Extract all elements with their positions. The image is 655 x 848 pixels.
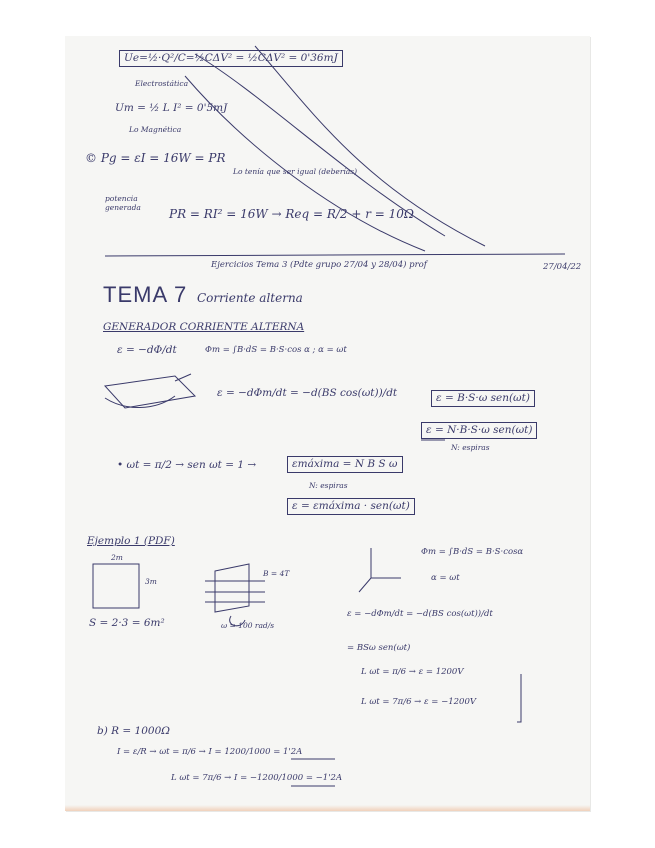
current-underlines — [291, 759, 335, 786]
ue-equation: Ue=½·Q²/C=½CΔV² = ½CΔV² = 0'36mJ — [119, 50, 343, 67]
b-field-lines — [205, 581, 265, 602]
item-c-equation: © Pg = εI = 16W = PR — [85, 151, 226, 165]
ejemplo-heading: Ejemplo 1 (PDF) — [87, 535, 175, 547]
ejercicios-reference: Ejercicios Tema 3 (Pdte grupo 27/04 y 28/04) prof — [211, 260, 427, 270]
emax-note: N: espiras — [309, 481, 348, 490]
results-bracket — [517, 674, 521, 722]
flux-equation-2: Φm = ∫B·dS = B·S·cosα — [421, 547, 524, 557]
i1-equation: I = ε/R → ωt = π/6 → I = 1200/1000 = 1'2A — [117, 747, 303, 757]
coordinate-axes — [359, 548, 401, 592]
eps-equation-2: ε = −dΦm/dt = −d(BS cos(ωt))/dt — [347, 609, 493, 619]
b-field-label: B = 4T — [263, 569, 290, 578]
cross-out-stroke-3 — [185, 76, 425, 251]
alpha-equation: α = ωt — [431, 573, 460, 583]
um-equation: Um = ½ L I² = 0'5mJ — [115, 102, 228, 114]
generador-heading: GENERADOR CORRIENTE ALTERNA — [103, 321, 305, 333]
cross-out-stroke-2 — [255, 46, 485, 246]
einst-equation: ε = εmáxima · sen(ωt) — [287, 498, 415, 515]
emax-equation: εmáxima = N B S ω — [287, 456, 403, 473]
potencia-note: potencia generada — [105, 194, 141, 212]
n-espiras-note: N: espiras — [451, 443, 490, 452]
pr-equation: PR = RI² = 16W → Req = R/2 + r = 10Ω — [169, 207, 414, 221]
date: 27/04/22 — [543, 262, 582, 272]
loop-plane — [215, 564, 249, 612]
um-note: Lo Magnética — [129, 125, 182, 134]
rectangle-2x3 — [93, 564, 139, 608]
generator-coil — [105, 376, 195, 408]
item-c-note: Lo tenía que ser igual (deberías) — [233, 167, 358, 176]
wt1-equation: L ωt = π/6 → ε = 1200V — [361, 667, 464, 677]
bsw-equation: = BSω sen(ωt) — [347, 643, 411, 653]
rotation-arrow — [230, 616, 245, 626]
result-equation-1: ε = B·S·ω sen(ωt) — [431, 390, 535, 407]
derivative-equation: ε = −dΦm/dt = −d(BS cos(ωt))/dt — [217, 387, 398, 399]
i2-equation: L ωt = 7π/6 → I = −1200/1000 = −1'2A — [171, 773, 343, 783]
sketches — [65, 36, 590, 811]
ue-note: Electrostática — [135, 79, 189, 88]
tema-title: TEMA 7 — [103, 282, 188, 307]
fem-equation: ε = −dΦ/dt — [117, 344, 177, 356]
omega-label: ω = 100 rad/s — [221, 621, 275, 630]
b-part: b) R = 1000Ω — [97, 725, 170, 737]
flux-equation: Φm = ∫B·dS = B·S·cos α ; α = ωt — [205, 345, 347, 355]
wt-line: • ωt = π/2 → sen ωt = 1 → — [117, 459, 257, 471]
notebook-page — [65, 36, 590, 811]
cross-out-stroke-1 — [195, 54, 445, 236]
area-equation: S = 2·3 = 6m² — [89, 617, 165, 629]
divider-line — [105, 254, 565, 256]
wt2-equation: L ωt = 7π/6 → ε = −1200V — [361, 697, 476, 707]
dim-top: 2m — [111, 553, 123, 562]
tema-subtitle: Corriente alterna — [197, 291, 303, 305]
dim-side: 3m — [145, 577, 157, 586]
generator-arrow — [175, 374, 191, 381]
result-equation-2: ε = N·B·S·ω sen(ωt) — [421, 422, 537, 439]
